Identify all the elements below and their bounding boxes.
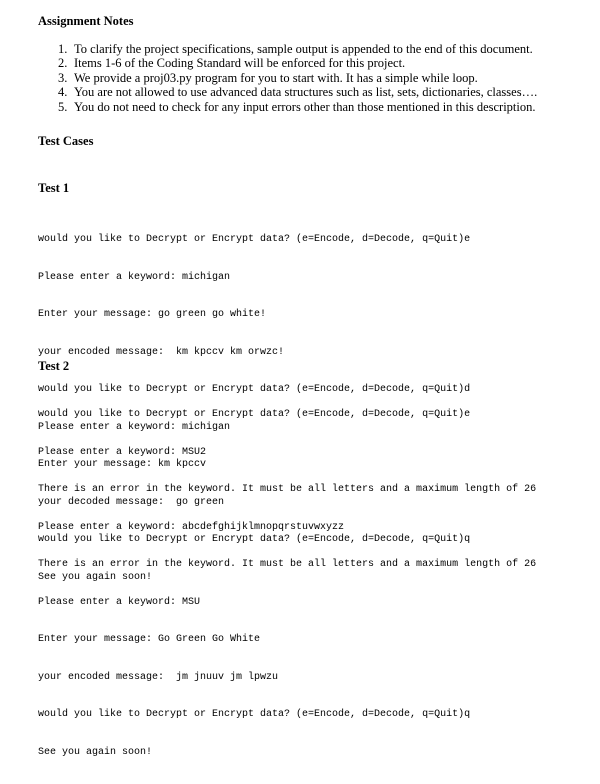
console-line: Enter your message: Go Green Go White	[38, 634, 261, 645]
console-line: would you like to Decrypt or Encrypt data? (e=Encode, d=Decode, q=Quit)q	[38, 534, 471, 545]
console-line: would you like to Decrypt or Encrypt data? (e=Encode, d=Decode, q=Quit)q	[38, 709, 471, 720]
test-1-heading: Test 1	[38, 181, 70, 195]
console-line: See you again soon!	[38, 746, 153, 758]
console-line: your encoded message: km kpccv km orwzc!	[38, 346, 285, 358]
note-number: 5.	[58, 99, 68, 114]
note-number: 2.	[58, 56, 68, 71]
note-text: We provide a proj03.py program for you to start with. It has a simple while loop.	[74, 70, 478, 85]
assignment-notes-list	[52, 42, 537, 114]
note-item	[52, 71, 537, 85]
note-text: You are not allowed to use advanced data structures such as list, sets, dictionaries, classes….	[74, 85, 538, 100]
assignment-notes-heading: Assignment Notes	[38, 14, 134, 28]
console-line: Enter your message: go green go white!	[38, 309, 267, 320]
note-text: To clarify the project specifications, sample output is appended to the end of this document.	[74, 42, 533, 56]
console-line: There is an error in the keyword. It must be all letters and a maximum length of 26	[38, 559, 537, 570]
note-item	[52, 42, 537, 56]
test-cases-heading: Test Cases	[38, 134, 94, 148]
note-text: Items 1-6 of the Coding Standard will be enforced for this project.	[74, 56, 406, 71]
note-number: 1.	[58, 42, 68, 56]
note-item	[52, 85, 537, 99]
console-line: Please enter a keyword: michigan	[38, 271, 231, 283]
console-line: See you again soon!	[38, 571, 153, 583]
console-line: There is an error in the keyword. It must be all letters and a maximum length of 26	[38, 484, 537, 495]
note-item	[52, 56, 537, 70]
test-2-console-output	[38, 384, 536, 784]
console-line: your decoded message: go green	[38, 496, 225, 508]
console-line: would you like to Decrypt or Encrypt data? (e=Encode, d=Decode, q=Quit)e	[38, 234, 471, 245]
console-line: would you like to Decrypt or Encrypt data? (e=Encode, d=Decode, q=Quit)e	[38, 409, 471, 420]
console-line: would you like to Decrypt or Encrypt data? (e=Encode, d=Decode, q=Quit)d	[38, 384, 471, 395]
note-item	[52, 100, 537, 114]
console-line: Please enter a keyword: MSU2	[38, 446, 207, 458]
note-text: You do not need to check for any input errors other than those mentioned in this description.	[74, 99, 536, 114]
test-2-heading: Test 2	[38, 359, 70, 373]
console-line: Enter your message: km kpccv	[38, 459, 207, 470]
note-number: 3.	[58, 70, 68, 85]
note-number: 4.	[58, 85, 68, 100]
console-line: your encoded message: jm jnuuv jm lpwzu	[38, 671, 279, 683]
console-line: Please enter a keyword: michigan	[38, 421, 231, 433]
console-line: Please enter a keyword: abcdefghijklmnopqrstuvwxyzz	[38, 521, 345, 533]
console-line: Please enter a keyword: MSU	[38, 596, 201, 608]
